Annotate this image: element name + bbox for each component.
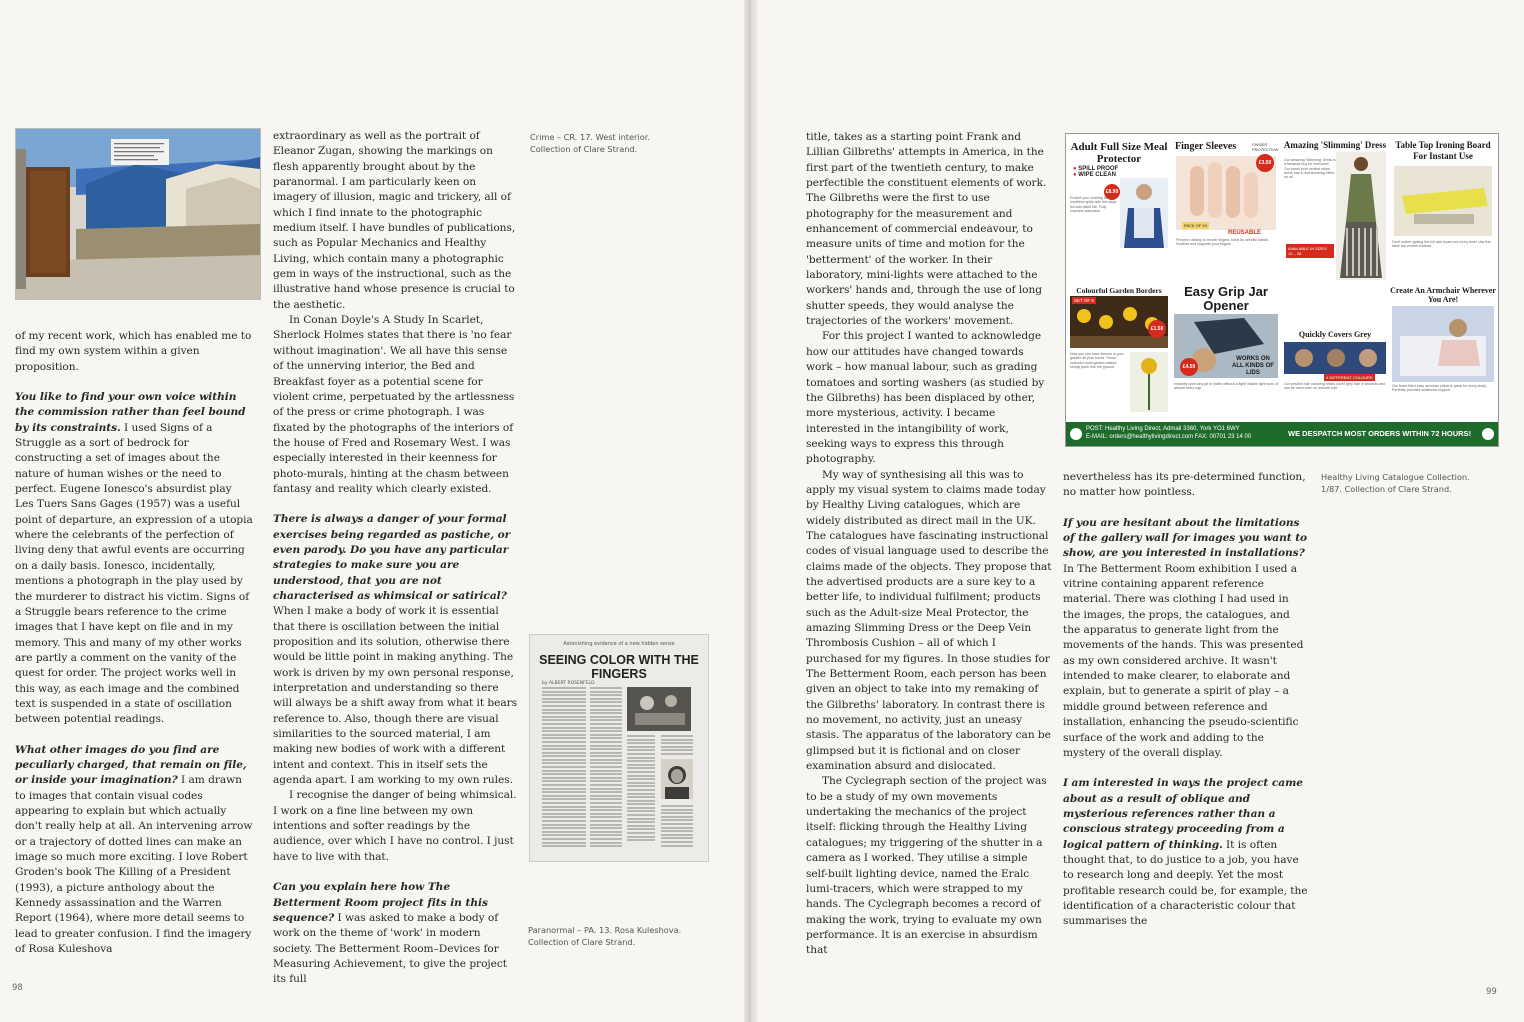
catalogue-item-title: Table Top Ironing Board For Instant Use: [1395, 140, 1491, 161]
paragraph: extraordinary as well as the portrait of Eleanor Zugan, showing the markings on flesh apparently brought about by the paranormal. I am particularly keen on imagery of illusion, magic and trickery, all of which I find innate to the photographic medium itself. I have bundles of publications, such as Popular Mechanics and Healthy Living, which contain many a photographic gem in ways of the instructional, such as the illustrative hand whose presence is crucial to the aesthetic.: [273, 130, 516, 311]
interview-exchange: [1063, 516, 1309, 762]
question: You like to find your own voice within the commission rather than feel bound by its constraints.: [15, 391, 246, 434]
circle-icon: [1482, 428, 1494, 440]
footer-despatch: WE DESPATCH MOST ORDERS WITHIN 72 HOURS!: [1288, 429, 1472, 438]
interview-exchange: [273, 880, 519, 987]
footer-email: E-MAIL: orders@healthylivingdirect.com FAX: 00701 23 14 00: [1086, 434, 1252, 440]
magazine-text-column: [590, 687, 622, 849]
magazine-photo-hands: [627, 687, 691, 731]
works-on-lids-tag: WORKS ON ALL KINDS OF LIDS: [1232, 356, 1274, 376]
reusable-tag: REUSABLE: [1228, 230, 1262, 236]
paragraph: The Cyclegraph section of the project was to be a study of my own movements undertaking the mechanics of the project itself: flicking through the Healthy Living catalogues; my triggering of the shutter in a camera as I worked. They utilise a simple self-built lighting device, named the Eralc lumi-tracers, which were strapped to my hands. The Cyclegraph becomes a record of making the work, trying to evaluate my own performance. It is an exercise in absurdism that: [806, 775, 1047, 957]
paragraph: I recognise the danger of being whimsical. I work on a fine line between my own intentions and softer readings by the audience, over which I have no control. I just have to live with that.: [273, 789, 517, 863]
magazine-text-column: [661, 735, 693, 757]
armchair-photo: [1392, 306, 1494, 382]
west-interior-photo: [15, 128, 261, 300]
pack-tag: PACK OF 10: [1184, 223, 1207, 228]
paragraph: nevertheless has its pre-determined function, no matter how pointless.: [1063, 471, 1306, 499]
catalogue-item-title: Quickly Covers Grey: [1298, 330, 1372, 339]
colours-tag: 4 DIFFERENT COLOURS: [1326, 375, 1373, 380]
magazine-kicker: Astonishing evidence of a new hidden sense: [563, 641, 675, 647]
right-column-1: [806, 130, 1052, 959]
magazine-text-column: [542, 687, 586, 849]
product-copy: Now you can have flowers in your garden all year round. These colourful 'solid garden stakes' simply push into the ground.: [1070, 352, 1124, 369]
caption-crime: Crime – CR. 17. West interior. Collection of Clare Strand.: [530, 132, 650, 154]
product-copy: Our amazing 'Slimming' Dress is a fantastic buy for everyone! Our panel print vertical stripe dress has a real slimming effect on all.: [1284, 158, 1336, 180]
question: I am interested in ways the project came about as a result of oblique and mysterious references rather than a conscious strategy proceeding from a logical pattern of thinking.: [1063, 777, 1303, 851]
catalogue-item-title: Create An Armchair Wherever You Are!: [1390, 286, 1496, 304]
product-copy: Prevent rubbing on tender fingers. Ideal for arthritic hands. Soothes and supports your fingers.: [1176, 238, 1269, 247]
circle-icon: [1070, 428, 1082, 440]
catalogue-item-covers-grey: [1282, 284, 1388, 420]
left-column-1: [15, 329, 253, 957]
catalogue-item-title: Finger Sleeves: [1175, 141, 1237, 152]
slimming-dress-photo: [1336, 152, 1386, 280]
bullet-icon: ●: [1073, 166, 1077, 172]
page-number-right: 99: [1486, 987, 1497, 997]
catalogue-item-title: Adult Full Size Meal Protector: [1070, 141, 1168, 165]
catalogue-item-title: Amazing 'Slimming' Dress: [1283, 140, 1387, 150]
answer: When I make a body of work it is essential that there is oscillation between the initial proposition and its solution, otherwise there would be little point in making anything. The work is driven by my own personal response, interpretation and understanding so there will always be a shift away from what it bears reference to. Also, though there are visual similarities to the sourced material, I am making new bodies of work with a different intent and context. This in itself sets the agenda apart. I am working to my own rules.: [273, 605, 518, 787]
catalogue-footer: [1066, 422, 1498, 446]
right-column-2: [1063, 470, 1309, 930]
product-copy: Our pristine hair colouring sticks cover grey hair in seconds and can be used even on smooth hair.: [1284, 382, 1386, 391]
book-gutter: [744, 0, 758, 1022]
catalogue-item-title: Colourful Garden Borders: [1076, 286, 1162, 295]
page-number-left: 98: [12, 983, 23, 993]
price-badge: £4.50: [1180, 358, 1198, 376]
product-copy: Our foam-filled easy armchair pillow is great for every-body. Perfectly provides additional support.: [1392, 384, 1487, 393]
meal-protector-photo: [1120, 178, 1168, 248]
sizes-tag: AVAILABLE IN SIZES 12 – 28: [1286, 244, 1334, 258]
paragraph: My way of synthesising all this was to apply my visual system to claims made today by Healthy Living catalogues, which are widely distributed as direct mail in the UK. The catalogues have fascinating instructional codes of visual language used to describe the claims made of the objects. They propose that the advertised products are a sure key to a better life, to individual fulfilment; products such as the Adult-size Meal Protector, the amazing Slimming Dress or the Deep Vein Thrombosis Cushion – all of which I purchased for my figures. In those studies for The Betterment Room, each person has been given an object to take into my remaking of the Gilbreths' laboratory. In contrast there is no movement, no activity, just an uneasy stasis. The apparatus of the laboratory can be glimpsed but it is fictional and on closer examination absurd and dislocated.: [806, 468, 1052, 773]
question: What other images do you find are peculiarly charged, that remain on file, or inside your imagination?: [15, 743, 247, 787]
question: If you are hesitant about the limitations of the gallery wall for images you want to show, are you interested in installations?: [1063, 516, 1308, 560]
catalogue-item-title: Easy Grip Jar Opener: [1184, 284, 1268, 313]
magazine-photo-portrait: [661, 759, 693, 799]
ironing-board-photo: [1394, 166, 1492, 236]
catalogue-item-armchair: [1390, 284, 1496, 420]
bullet-icon: ●: [1073, 172, 1077, 178]
answer: I used Signs of a Struggle as a sort of bedrock for constructing a set of images about the nature of human wishes or the need to perfect. Eugene Ionesco's absurdist play Les Tuers Sans Gages (1957) was a useful point of departure, an expression of a utopia where the celebrants of the perfection of living deny that awful events are occurring on a daily basis. Ionesco, incidentally, mentions a photograph in the play used by the murderer to distract his victim. Signs of a Struggle bears reference to the crime images that I have kept on file and in my memory. This and many of my other works are partly a comment on the vanity of the quest for order. The project works well in this way, as each image and the combined text is suspended in a state of oscillation between potential readings.: [15, 421, 253, 726]
healthy-living-catalogue: [1065, 133, 1499, 447]
caption-paranormal: Paranormal – PA. 13. Rosa Kuleshova. Collection of Clare Strand.: [528, 925, 682, 947]
catalogue-item-slimming-dress: [1282, 136, 1388, 282]
catalogue-item-meal-protector: [1068, 136, 1170, 282]
paragraph: title, takes as a starting point Frank and Lillian Gilbreths' attempts in America, in the first part of the twentieth century, to make perfectible the constituent elements of work. The Gilbreths were the first to use photography for the measurement and enhancement of commercial endeavour, to measure units of time and motion for the 'betterment' of the worker. In their laboratory, mini-lights were attached to the workers' hands and, through the use of long shutter speeds, they would analyse the trajectories of the workers' movement.: [806, 131, 1047, 328]
interview-exchange: [1063, 776, 1309, 929]
product-copy: Don't bother getting the full size board out every time! Use this table top version instead.: [1392, 240, 1491, 249]
footer-post: POST: Healthy Living Direct, Admail 3360, York YO1 6WY: [1086, 426, 1240, 432]
bullet-text: SPILL PROOF: [1078, 166, 1119, 172]
answer: It is often thought that, to do justice to a job, you have to research long and deeply. Yet the most profitable research could be, for example, the identification of a characteristic colour that summarises the: [1063, 838, 1308, 928]
product-copy: Instantly open any jar or bottle without a fight! Makes light work of almost every cap.: [1174, 382, 1279, 391]
magazine-byline: by ALBERT ROSENFELD: [542, 681, 595, 686]
magazine-text-column: [627, 735, 655, 843]
answer: I am drawn to images that contain visual codes appearing to explain but which actually don't really help at all. An intervening arrow or a trajectory of dotted lines can make an image so much more exciting. I love Robert Groden's book The Killing of a President (1993), a picture anthology about the Kennedy assassination and the Warren Report (1964), where more detail seems to lead to greater confusion. I find the imagery of Rosa Kuleshova: [15, 774, 253, 956]
catalogue-item-ironing-board: [1390, 136, 1496, 282]
paragraph: In Conan Doyle's A Study In Scarlet, Sherlock Holmes states that there is 'no fear without imagination'. We all have this sense of the unnerving interior, the Bed and Breakfast foyer as a potential scene for violent crime, perpetuated by the artlessness of the press or crime photograph. I was fixated by the photographs of the interiors of the house of Fred and Rosemary West. I was especially interested in their keenness for photo-murals, hinting at the chasm between fantasy and reality which clearly existed.: [273, 314, 515, 495]
left-column-2: [273, 129, 519, 988]
paragraph: For this project I wanted to acknowledge how our attitudes have changed towards work – how manual labour, such as grading tomatoes and sorting washers (as studied by the Gilbreths) has been displaced by other, more mysterious, activity. I became interested in the intangibility of work, seeking ways to express this through photography.: [806, 330, 1045, 466]
catalogue-item-jar-opener: [1172, 284, 1280, 420]
catalogue-item-subtitle: FINGER PROTECTION: [1252, 142, 1279, 152]
answer: In The Betterment Room exhibition I used a vitrine containing apparent reference material. There was clothing I had used in the images, the props, the catalogues, and the apparatus to generate light from the movements of the hands. This was presented as my own considered archive. It wasn't intended to make clearer, to elaborate and explain, but to generate a spirit of play – a middle ground between reference and installation, enhancing the pseudo-scientific surface of the work and adding to the mystery of the overall display.: [1063, 562, 1304, 759]
caption-catalogue: Healthy Living Catalogue Collection. 1/87. Collection of Clare Strand.: [1321, 472, 1470, 494]
flower-stake-photo: [1130, 352, 1168, 412]
magazine-text-column: [661, 805, 693, 848]
paragraph: of my recent work, which has enabled me to find my own system within a given proposition.: [15, 330, 252, 373]
price-badge: £3.50: [1256, 154, 1274, 172]
question: Can you explain here how The Betterment Room project fits in this sequence?: [273, 881, 488, 924]
set-tag: SET OF 6: [1074, 298, 1094, 303]
magazine-clipping: [529, 634, 709, 862]
bullet-text: WIPE CLEAN: [1078, 172, 1116, 178]
covers-grey-photo: [1284, 342, 1386, 374]
interview-exchange: [273, 512, 519, 788]
catalogue-item-finger-sleeves: [1172, 136, 1280, 282]
interview-exchange: [15, 390, 253, 728]
question: There is always a danger of your formal exercises being regarded as pastiche, or even parody. Do you have any particular strategies to make sure you are understood, that you are not characterised as whimsical or satirical?: [273, 513, 511, 602]
product-copy: Protect your clothing from mealtime spills with this large full-size adult bib. Fully machine washable.: [1070, 196, 1117, 213]
price-badge: £1.50: [1148, 320, 1166, 338]
price-badge: £8.99: [1104, 184, 1120, 200]
footer-contact: [1086, 425, 1251, 441]
interview-exchange: [15, 743, 253, 958]
magazine-title: SEEING COLOR WITH THE FINGERS: [539, 653, 699, 681]
answer: I was asked to make a body of work on the theme of 'work' in modern society. The Betterment Room–Devices for Measuring Achievement, to give the project its full: [273, 911, 507, 986]
catalogue-item-garden-borders: [1068, 284, 1170, 420]
